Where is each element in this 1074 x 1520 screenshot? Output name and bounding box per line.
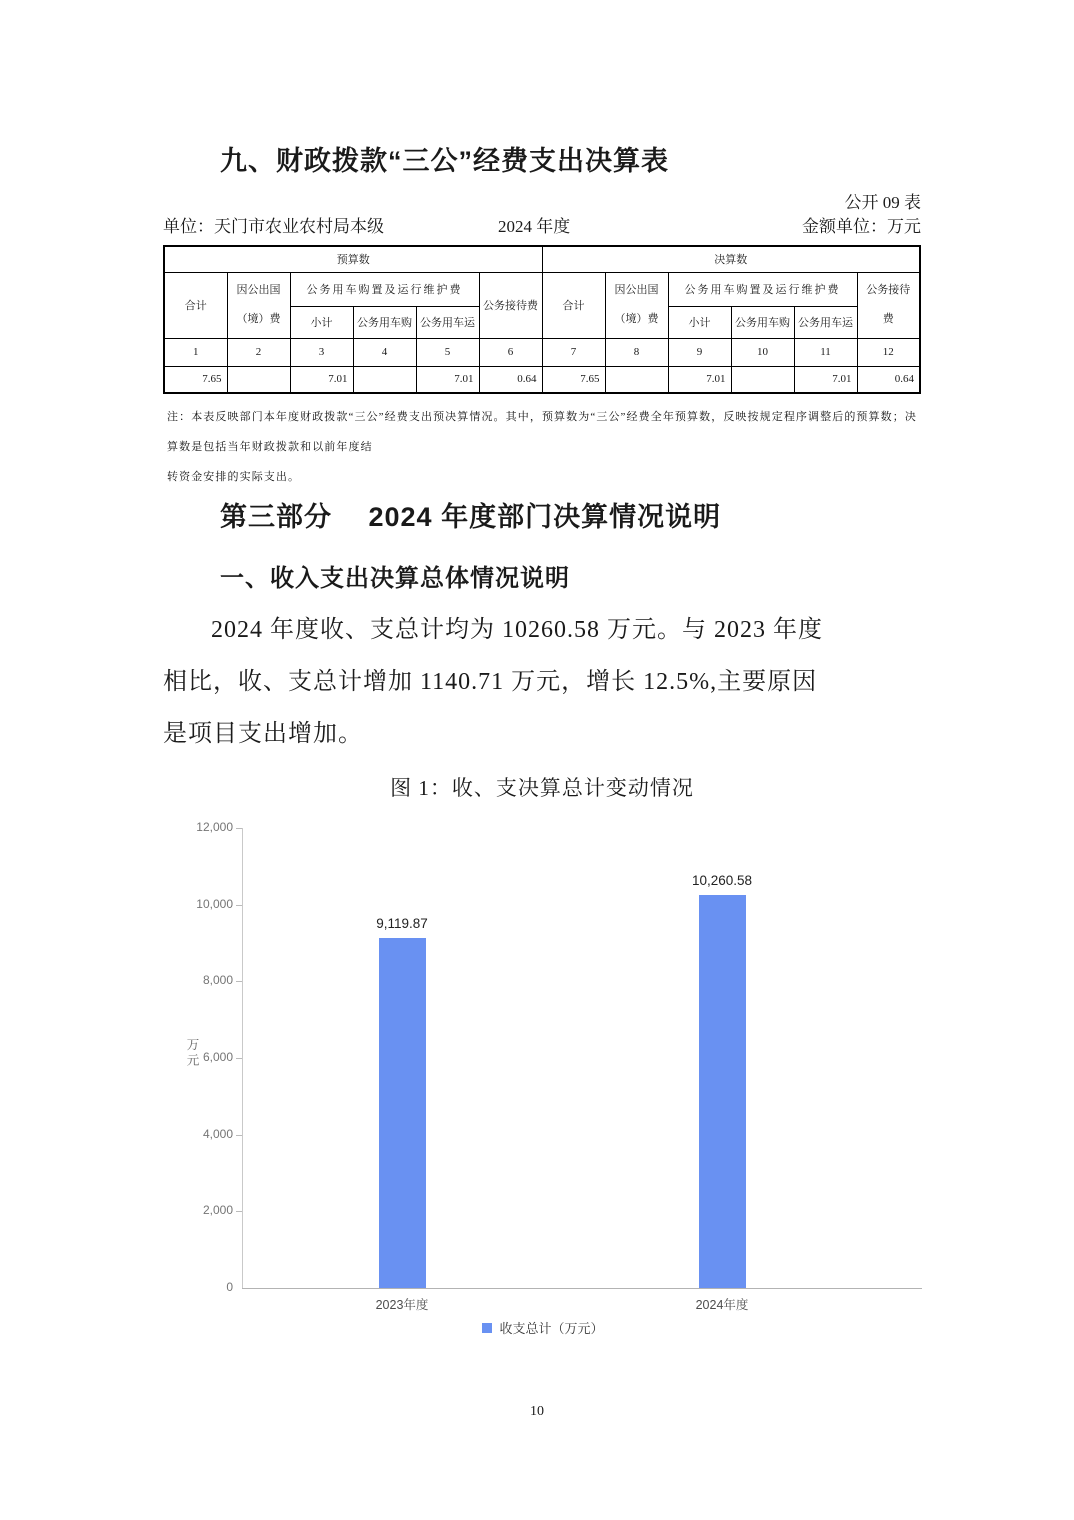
budget-vehicle-operate-header: 公务用车运 <box>416 306 479 338</box>
value-cell: 7.65 <box>164 366 227 393</box>
y-tick-label: 2,000 <box>202 1203 233 1218</box>
value-cell: 7.01 <box>794 366 857 393</box>
amount-unit-label: 金额单位：万元 <box>802 217 921 236</box>
column-number-cell: 7 <box>542 338 605 366</box>
budget-vehicle-group-header: 公务用车购置及运行维护费 <box>290 272 479 306</box>
unit-label: 单位：天门市农业农村局本级 <box>163 217 384 236</box>
y-tick-mark <box>236 1135 242 1136</box>
final-vehicle-operate-header: 公务用车运 <box>794 306 857 338</box>
part-three-title: 第三部分 2024 年度部门决算情况说明 <box>220 502 722 532</box>
column-number-cell: 10 <box>731 338 794 366</box>
value-cell <box>227 366 290 393</box>
bar-value-label: 9,119.87 <box>376 916 428 931</box>
bar <box>379 938 426 1288</box>
value-row <box>164 366 920 393</box>
y-tick-mark <box>236 981 242 982</box>
value-cell <box>353 366 416 393</box>
column-number-cell: 3 <box>290 338 353 366</box>
column-number-row <box>164 338 920 366</box>
table-header-row-1 <box>164 272 920 306</box>
column-number-cell: 4 <box>353 338 416 366</box>
table-footnote <box>167 402 921 492</box>
y-tick-label: 6,000 <box>202 1050 233 1064</box>
column-number-cell: 9 <box>668 338 731 366</box>
value-cell: 7.65 <box>542 366 605 393</box>
sangong-expense-table <box>163 245 921 394</box>
budget-vehicle-purchase-header: 公务用车购 <box>353 306 416 338</box>
final-reception-header: 公务接待 费 <box>857 272 920 338</box>
paragraph-line: 2024 年度收、支总计均为 10260.58 万元。与 2023 年度 <box>211 617 823 643</box>
value-cell <box>605 366 668 393</box>
year-label: 2024 年度 <box>498 217 571 236</box>
x-category-label: 2023年度 <box>375 1298 429 1312</box>
y-tick-label: 10,000 <box>196 896 233 911</box>
y-axis-title: 万元 <box>185 1038 199 1069</box>
figure-1-bar-chart <box>163 820 923 1380</box>
y-tick-label: 0 <box>226 1280 233 1294</box>
y-tick-mark <box>236 1211 242 1212</box>
x-category-label: 2024年度 <box>695 1298 749 1312</box>
bar <box>699 895 746 1288</box>
chart-legend <box>163 1318 923 1337</box>
summary-paragraph <box>163 604 913 760</box>
value-cell: 7.01 <box>290 366 353 393</box>
y-tick-mark <box>236 1058 242 1059</box>
page-number: 10 <box>530 1404 544 1419</box>
final-group-header: 决算数 <box>542 246 920 272</box>
budget-total-header: 合计 <box>164 272 227 338</box>
table-code-label: 公开 09 表 <box>844 193 921 212</box>
y-tick-mark <box>236 905 242 906</box>
section-one-title: 一、收入支出决算总体情况说明 <box>220 565 570 592</box>
column-number-cell: 8 <box>605 338 668 366</box>
value-cell: 0.64 <box>857 366 920 393</box>
column-number-cell: 1 <box>164 338 227 366</box>
column-number-cell: 2 <box>227 338 290 366</box>
figure-1-caption: 图 1：收、支决算总计变动情况 <box>390 776 694 800</box>
final-total-header: 合计 <box>542 272 605 338</box>
bar-value-label: 10,260.58 <box>691 873 753 888</box>
column-number-cell: 11 <box>794 338 857 366</box>
y-tick-label: 12,000 <box>196 820 233 834</box>
final-abroad-header: 因公出国 （境）费 <box>605 272 668 338</box>
value-cell: 7.01 <box>668 366 731 393</box>
value-cell: 0.64 <box>479 366 542 393</box>
table-group-header-row <box>164 246 920 272</box>
y-axis-line <box>242 828 243 1289</box>
column-number-cell: 5 <box>416 338 479 366</box>
x-axis-line <box>242 1288 922 1289</box>
final-vehicle-group-header: 公务用车购置及运行维护费 <box>668 272 857 306</box>
budget-group-header: 预算数 <box>164 246 542 272</box>
column-number-cell: 12 <box>857 338 920 366</box>
value-cell <box>731 366 794 393</box>
y-tick-label: 4,000 <box>202 1126 233 1141</box>
budget-abroad-header: 因公出国 （境）费 <box>227 272 290 338</box>
footnote-line: 转资金安排的实际支出。 <box>167 471 301 483</box>
y-tick-mark <box>236 828 242 829</box>
table-meta-line <box>163 212 921 234</box>
paragraph-line: 是项目支出增加。 <box>163 721 363 747</box>
final-vehicle-subtotal-header: 小计 <box>668 306 731 338</box>
final-vehicle-purchase-header: 公务用车购 <box>731 306 794 338</box>
budget-vehicle-subtotal-header: 小计 <box>290 306 353 338</box>
value-cell: 7.01 <box>416 366 479 393</box>
budget-reception-header: 公务接待费 <box>479 272 542 338</box>
paragraph-line: 相比，收、支总计增加 1140.71 万元，增长 12.5%,主要原因 <box>163 669 818 695</box>
footnote-line: 注：本表反映部门本年度财政拨款“三公”经费支出预决算情况。其中，预算数为“三公”经费全年预算数，反映按规定程序调整后的预算数；决算数是包括当年财政拨款和以前年度结 <box>167 411 917 453</box>
document-title: 九、财政拨款“三公”经费支出决算表 <box>220 146 669 176</box>
y-tick-label: 8,000 <box>202 973 233 988</box>
legend-label: 收支总计（万元） <box>499 1321 604 1336</box>
legend-swatch-icon <box>482 1323 492 1333</box>
column-number-cell: 6 <box>479 338 542 366</box>
